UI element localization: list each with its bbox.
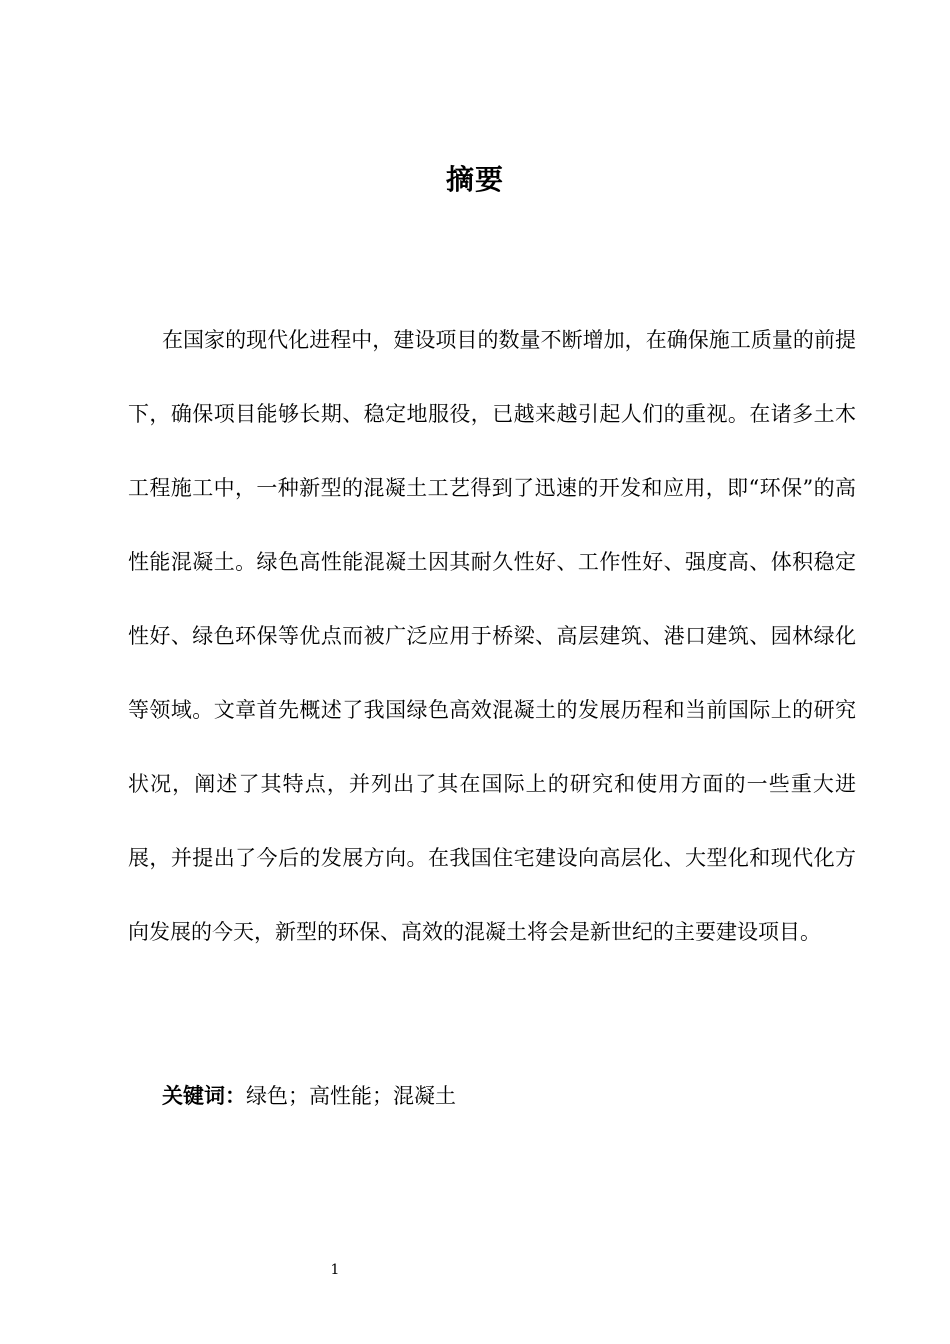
keywords-value: 绿色；高性能；混凝土 — [246, 1084, 456, 1108]
page-number: 1 — [330, 1262, 340, 1278]
abstract-paragraph: 在国家的现代化进程中，建设项目的数量不断增加，在确保施工质量的前提下，确保项目能够长期、稳定地服役，已越来越引起人们的重视。在诸多土木工程施工中，一种新型的混凝土工艺得到了迅速的开发和应用，即“环保”的高性能混凝土。绿色高性能混凝土因其耐久性好、工作性好、强度高、体积稳定性好、绿色环保等优点而被广泛应用于桥梁、高层建筑、港口建筑、园林绿化等领域。文章首先概述了我国绿色高效混凝土的发展历程和当前国际上的研究状况，阐述了其特点，并列出了其在国际上的研究和使用方面的一些重大进展，并提出了今后的发展方向。在我国住宅建设向高层化、大型化和现代化方向发展的今天，新型的环保、高效的混凝土将会是新世纪的主要建设项目。 — [128, 328, 856, 944]
page-title: 摘要 — [445, 163, 504, 196]
keywords-label: 关键词： — [162, 1084, 246, 1108]
keywords-line — [162, 1076, 852, 1116]
